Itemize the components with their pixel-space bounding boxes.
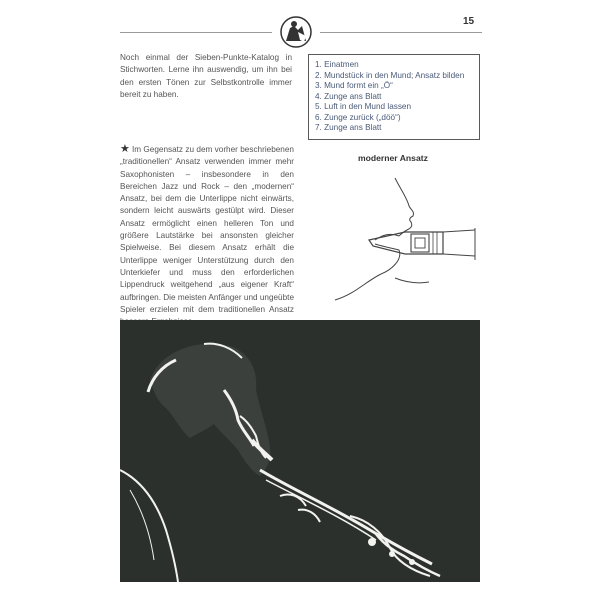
embouchure-sketch: [325, 170, 495, 310]
header-rule-left: [120, 32, 272, 33]
main-paragraph-text: Im Gegensatz zu dem vorher beschriebenen „traditionellen“ Ansatz verwenden immer mehr Saxophonisten – insbesondere in den Bereichen Jazz und Rock – den „modernen“ Ansatz, bei dem die Unterlippe nicht einwärts, sondern leicht auswärts gestülpt wird. Dieser Ansatz ermöglicht einen helleren Ton und größere Lautstärke bei ansonsten gleicher Spielweise. Bei diesem Ansatz erhält die Unterlippe weniger Unterstützung durch den Unterkiefer und muss den erforderlichen Lippendruck weitgehend „aus eigener Kraft“ aufbringen. Die meisten Anfänger und ungeübte Spieler erzielen mit dem traditionellen Ansatz: [120, 145, 294, 314]
seven-point-catalog-box: [308, 54, 480, 140]
step-item: 6. Zunge zurück („döö“): [315, 112, 401, 122]
figure-caption: moderner Ansatz: [358, 153, 428, 163]
star-marker-icon: ★: [120, 143, 130, 155]
header-rule-right: [320, 32, 482, 33]
saxophonist-silhouette: [120, 320, 480, 582]
modern-embouchure-paragraph: [120, 143, 294, 328]
step-item: 3. Mund formt ein „Ö“: [315, 81, 393, 90]
intro-paragraph: Noch einmal der Sieben-Punkte-Katalog in Stichworten. Lerne ihn auswendig, um ihn bei den ersten Tönen zur Selbstkontrolle immer bereit zu haben.: [120, 53, 292, 99]
step-item: 1. Einatmen: [315, 60, 359, 69]
step-item: 5. Luft in den Mund lassen: [315, 102, 412, 111]
saxophonist-logo-icon: [276, 14, 316, 50]
step-item: 7. Zunge ans Blatt: [315, 123, 382, 132]
step-item: 2. Mundstück in den Mund; Ansatz bilden: [315, 70, 465, 80]
saxophonist-photo: [120, 320, 480, 582]
step-item: 4. Zunge ans Blatt: [315, 91, 382, 101]
page-number: 15: [463, 16, 475, 27]
